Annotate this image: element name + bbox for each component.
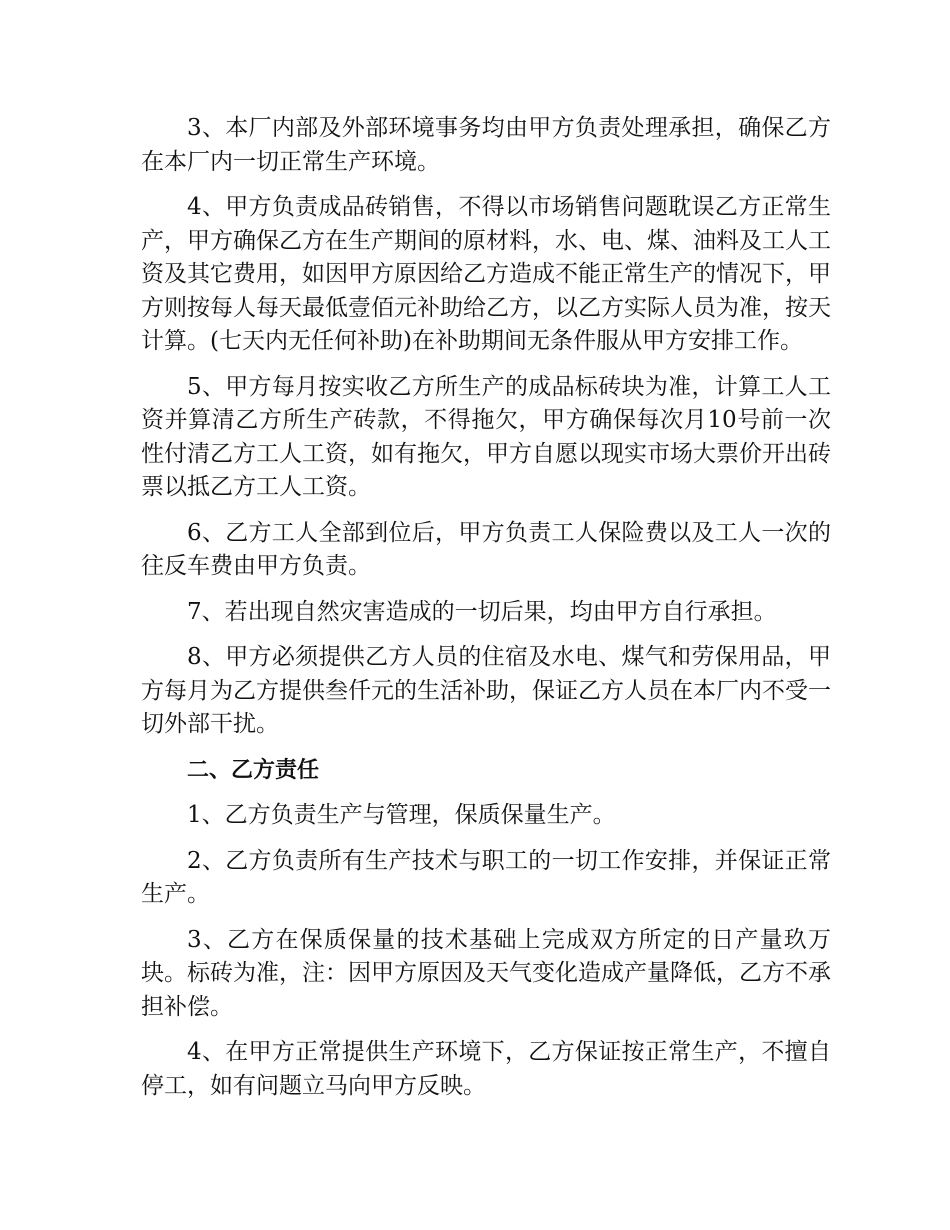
clause-b-3: 3、乙方在保质保量的技术基础上完成双方所定的日产量玖万块。标砖为准，注：因甲方原因及天气变化造成产量降低，乙方不承担补偿。 [141,926,831,1020]
clause-a-7: 7、若出现自然灾害造成的一切后果，均由甲方自行承担。 [187,598,777,625]
clause-a-4: 4、甲方负责成品砖销售，不得以市场销售问题耽误乙方正常生产，甲方确保乙方在生产期间的原材料，水、电、煤、油料及工人工资及其它费用，如因甲方原因给乙方造成不能正常生产的情况下，甲方则按每人每天最低壹佰元补助给乙方，以乙方实际人员为准，按天计算。(七天内无任何补助)在补助期间无条件服从甲方安排工作。 [141,194,831,354]
clause-a-5: 5、甲方每月按实收乙方所生产的成品标砖块为准，计算工人工资并算清乙方所生产砖款，不得拖欠，甲方确保每次月10号前一次性付清乙方工人工资，如有拖欠，甲方自愿以现实市场大票价开出砖票以抵乙方工人工资。 [141,373,831,500]
section-heading-party-b: 二、乙方责任 [187,757,320,783]
clause-a-3: 3、本厂内部及外部环境事务均由甲方负责处理承担，确保乙方在本厂内一切正常生产环境。 [141,115,831,175]
clause-b-4: 4、在甲方正常提供生产环境下，乙方保证按正常生产，不擅自停工，如有问题立马向甲方反映。 [141,1039,831,1099]
clause-b-1: 1、乙方负责生产与管理，保质保量生产。 [187,802,616,828]
clause-a-6: 6、乙方工人全部到位后，甲方负责工人保险费以及工人一次的往反车费由甲方负责。 [141,519,831,579]
clause-a-8: 8、甲方必须提供乙方人员的住宿及水电、煤气和劳保用品，甲方每月为乙方提供叁仟元的生活补助，保证乙方人员在本厂内不受一切外部干扰。 [141,644,831,737]
clause-b-2: 2、乙方负责所有生产技术与职工的一切工作安排，并保证正常生产。 [141,847,831,907]
document-body [141,112,831,1115]
